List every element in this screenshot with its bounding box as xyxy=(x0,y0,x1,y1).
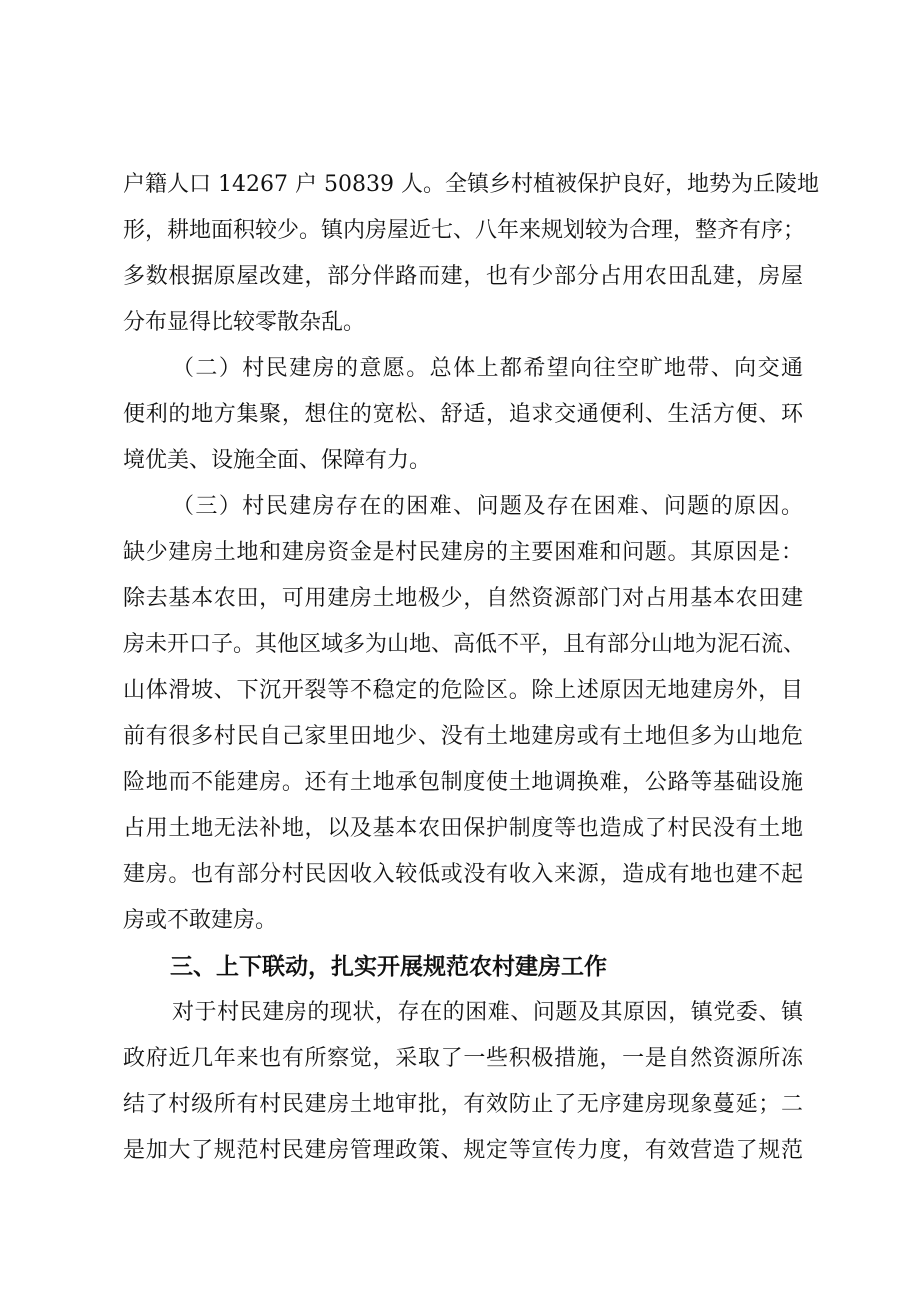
paragraph-line: 除去基本农田，可用建房土地极少，自然资源部门对占用基本农田建 xyxy=(123,586,803,611)
paragraph-line: 房或不敢建房。 xyxy=(123,908,278,933)
paragraph-line: 政府近几年来也有所察觉，采取了一些积极措施，一是自然资源所冻 xyxy=(123,1046,803,1071)
paragraph-line: 对于村民建房的现状，存在的困难、问题及其原因，镇党委、镇 xyxy=(172,1000,803,1025)
paragraph-line: 结了村级所有村民建房土地审批，有效防止了无序建房现象蔓延；二 xyxy=(123,1092,803,1117)
paragraph-line: 建房。也有部分村民因收入较低或没有收入来源，造成有地也建不起 xyxy=(123,862,803,887)
paragraph-line: 房未开口子。其他区域多为山地、高低不平，且有部分山地为泥石流、 xyxy=(123,632,806,657)
paragraph-line: 险地而不能建房。还有土地承包制度使土地调换难，公路等基础设施 xyxy=(123,770,803,795)
paragraph-line: 占用土地无法补地，以及基本农田保护制度等也造成了村民没有土地 xyxy=(123,816,803,841)
paragraph-line: 是加大了规范村民建房管理政策、规定等宣传力度，有效营造了规范 xyxy=(123,1138,803,1163)
paragraph-line: （二）村民建房的意愿。总体上都希望向往空旷地带、向交通 xyxy=(172,356,803,381)
paragraph-line: 便利的地方集聚，想住的宽松、舒适，追求交通便利、生活方便、环 xyxy=(123,402,803,427)
paragraph-line: 境优美、设施全面、保障有力。 xyxy=(123,448,432,473)
paragraph-line: 多数根据原屋改建，部分伴路而建，也有少部分占用农田乱建，房屋 xyxy=(123,264,803,289)
paragraph-line: 山体滑坡、下沉开裂等不稳定的危险区。除上述原因无地建房外，目 xyxy=(123,678,803,703)
paragraph-line: 前有很多村民自己家里田地少、没有土地建房或有土地但多为山地危 xyxy=(123,724,803,749)
paragraph-line: 形，耕地面积较少。镇内房屋近七、八年来规划较为合理，整齐有序； xyxy=(123,218,806,243)
paragraph-line: 分布显得比较零散杂乱。 xyxy=(123,310,366,335)
paragraph-line: 户籍人口 14267 户 50839 人。全镇乡村植被保护良好，地势为丘陵地 xyxy=(123,172,819,197)
section-heading: 三、上下联动，扎实开展规范农村建房工作 xyxy=(170,954,607,980)
paragraph-line: 缺少建房土地和建房资金是村民建房的主要困难和问题。其原因是： xyxy=(123,540,803,565)
paragraph-line: （三）村民建房存在的困难、问题及存在困难、问题的原因。 xyxy=(172,494,803,519)
